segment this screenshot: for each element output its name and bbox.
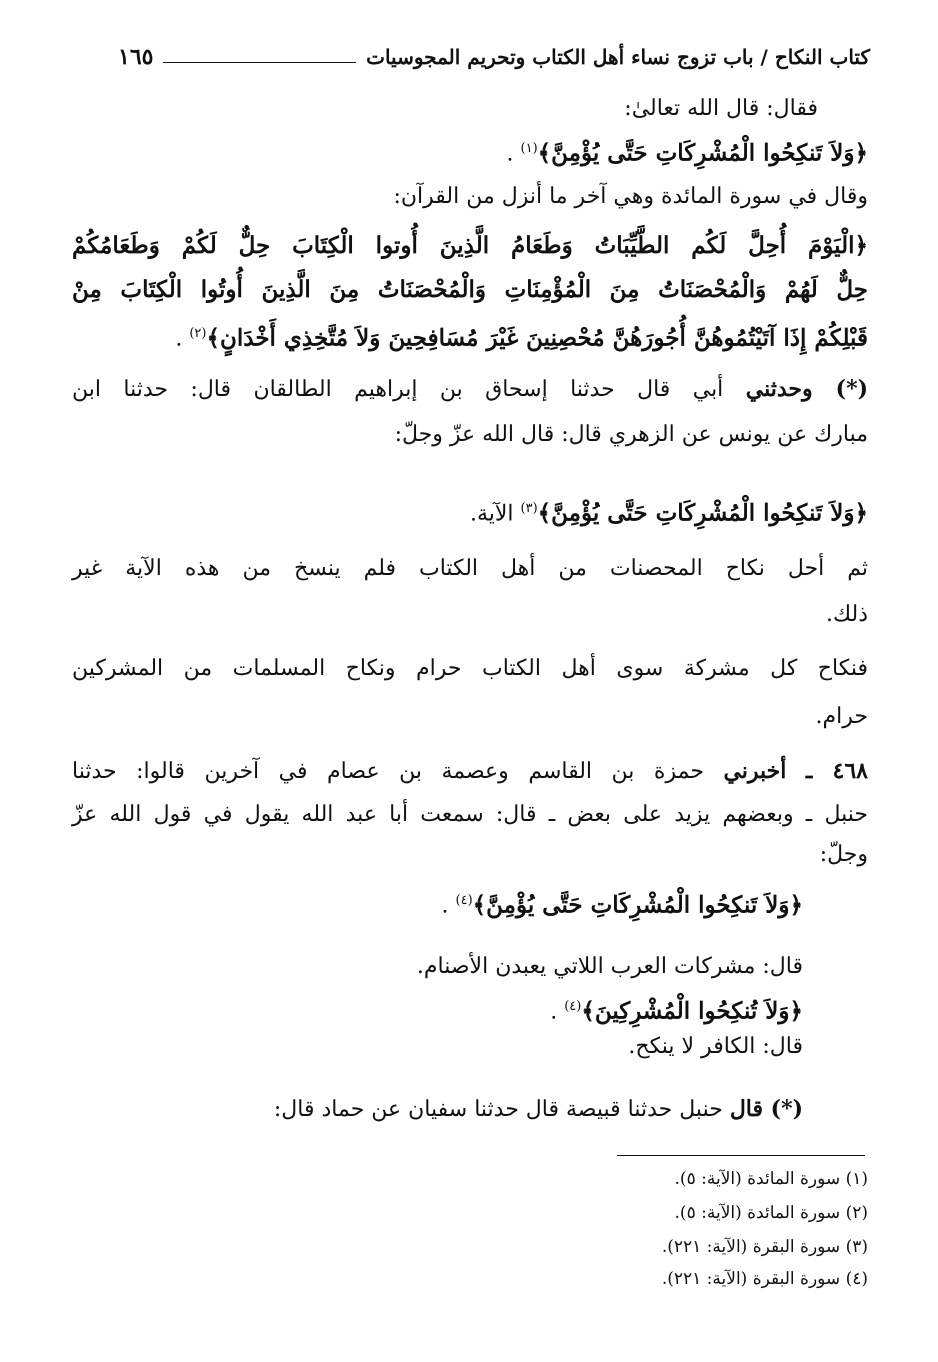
hadith-number: ٤٦٨ ـ (805, 758, 868, 784)
text-line: قال: الكافر لا ينكح. (628, 1034, 803, 1059)
quran-verse-line: ﴿الْيَوْمَ أُحِلَّ لَكُم الطَّيِّبَاتُ وَطَعَامُ الَّذِينَ أُوتوا الْكِتَابَ حِلٌّ لَكُمْ وَطَعَامُكُمْ (72, 232, 868, 259)
quran-verse: ﴿وَلاَ تَنكِحُوا الْمُشْرِكَاتِ حَتَّى يُؤْمِنَّ﴾ (537, 139, 868, 167)
quran-verse-line (470, 492, 868, 526)
verse-end: . (441, 893, 449, 919)
hadith-line (72, 754, 868, 788)
verse-end: . (506, 141, 514, 167)
page-number: ١٦٥ (118, 44, 154, 70)
hadith-line (274, 1092, 803, 1126)
footnote: (٢) سورة المائدة (الآية: ٥). (674, 1203, 868, 1223)
footnote: (٣) سورة البقرة (الآية: ٢٢١). (661, 1237, 868, 1257)
text-line: حرام. (815, 704, 868, 729)
quran-verse-line (550, 990, 803, 1024)
footnote-ref: (١) (520, 141, 538, 156)
text-line: قال: مشركات العرب اللاتي يعبدن الأصنام. (416, 954, 803, 979)
running-title: كتاب النكاح / باب تزوج نساء أهل الكتاب وتحريم المجوسيات (366, 45, 870, 69)
hadith-text: حمزة بن القاسم وعصمة بن عصام في آخرين قالوا: حدثنا (72, 759, 704, 784)
hadith-text: أبي قال حدثنا إسحاق بن إبراهيم الطالقان قال: حدثنا ابن (72, 377, 724, 402)
text-line: ثم أحل نكاح المحصنات من أهل الكتاب فلم ينسخ من هذه الآية غير (72, 556, 868, 581)
quran-verse: ﴿وَلاَ تُنكِحُوا الْمُشْرِكِينَ﴾ (581, 997, 803, 1025)
verse-end: . (175, 326, 183, 352)
text-line: وقال في سورة المائدة وهي آخر ما أنزل من القرآن: (393, 184, 868, 209)
footnote: (٤) سورة البقرة (الآية: ٢٢١). (661, 1269, 868, 1289)
quran-verse: ﴿وَلاَ تَنكِحُوا الْمُشْرِكَاتِ حَتَّى يُؤْمِنَّ﴾ (472, 891, 803, 919)
footnote: (١) سورة المائدة (الآية: ٥). (674, 1169, 868, 1189)
text-line: مبارك عن يونس عن الزهري قال: قال الله عزّ وجلّ: (394, 422, 868, 447)
verse-end: . (550, 999, 558, 1025)
quran-verse-line (442, 884, 803, 918)
footnote-separator (617, 1155, 865, 1156)
verse-end: الآية. (469, 501, 514, 527)
footnote-ref: (٤) (564, 999, 582, 1014)
text-line: ذلك. (825, 602, 868, 627)
quran-verse-line: حِلٌّ لَهُمْ وَالْمُحْصَنَاتُ مِنَ الْمُؤْمِنَاتِ وَالْمُحْصَنَاتُ مِنَ الَّذِينَ أُوتُوا الْكِتَابَ مِنْ (72, 276, 868, 303)
footnote-ref: (٢) (189, 326, 207, 341)
quran-verse: قَبْلِكُمْ إِذَا آتَيْتُمُوهُنَّ أُجُورَهُنَّ مُحْصِنِينَ غَيْرَ مُسَافِحِينَ وَلاَ مُتَّخِذِي أَخْدَانٍ﴾ (206, 324, 868, 352)
narration-marker: (*) قال (729, 1096, 803, 1122)
hadith-line (72, 372, 868, 406)
quran-verse: ﴿وَلاَ تَنكِحُوا الْمُشْرِكَاتِ حَتَّى يُؤْمِنَّ﴾ (537, 499, 868, 527)
text-line: فنكاح كل مشركة سوى أهل الكتاب حرام ونكاح المسلمات من المشركين (72, 656, 868, 681)
header-rule (163, 62, 356, 63)
footnote-ref: (٣) (520, 501, 538, 516)
quran-verse-line (507, 132, 868, 166)
narration-marker: أخبرني (723, 758, 787, 784)
text-line: وجلّ: (819, 842, 868, 867)
footnote-ref: (٤) (455, 893, 473, 908)
page-header (118, 36, 870, 78)
text-line: حنبل ـ وبعضهم يزيد على بعض ـ قال: سمعت أبا عبد الله يقول في قول الله عزّ (72, 802, 868, 827)
hadith-text: حنبل حدثنا قبيصة قال حدثنا سفيان عن حماد قال: (273, 1097, 723, 1122)
narration-marker: (*) وحدثني (745, 376, 869, 402)
quran-verse-line (72, 314, 868, 354)
text-line: فقال: قال الله تعالىٰ: (624, 96, 818, 121)
